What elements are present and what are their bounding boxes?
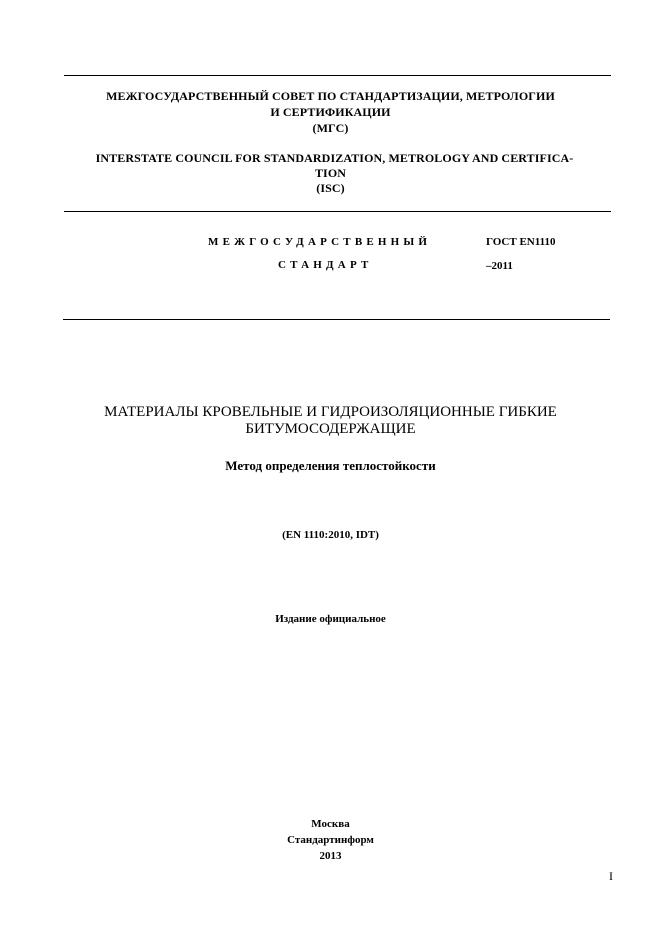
title-line-1: МАТЕРИАЛЫ КРОВЕЛЬНЫЕ И ГИДРОИЗОЛЯЦИОННЫЕ ГИБКИЕ (104, 404, 557, 420)
subtitle: Метод определения теплостойкости (225, 458, 436, 473)
standard-number: ГОСТ EN1110 (486, 236, 556, 248)
page-number: I (609, 869, 613, 883)
header-rule (64, 211, 611, 212)
standard-rule (63, 319, 610, 320)
council-ru-line-2: И СЕРТИФИКАЦИИ (270, 105, 391, 119)
top-rule (64, 75, 611, 76)
identity-note: (EN 1110:2010, IDT) (282, 529, 379, 541)
council-ru-abbr: (МГС) (312, 121, 349, 135)
standard-word-2: СТАНДАРТ (278, 259, 373, 271)
standard-word-1: МЕЖГОСУДАРСТВЕННЫЙ (208, 236, 432, 248)
council-en-abbr: (ISC) (316, 181, 345, 195)
council-ru-line-1: МЕЖГОСУДАРСТВЕННЫЙ СОВЕТ ПО СТАНДАРТИЗАЦИИ, МЕТРОЛОГИИ (106, 89, 555, 103)
imprint-year: 2013 (319, 850, 342, 862)
imprint-publisher: Стандартинформ (287, 834, 374, 846)
imprint-city: Москва (311, 818, 350, 830)
council-en-line-2: TION (314, 166, 347, 180)
council-en-line-1: INTERSTATE COUNCIL FOR STANDARDIZATION, METROLOGY AND CERTIFICA- (95, 151, 574, 165)
title-line-2: БИТУМОСОДЕРЖАЩИЕ (245, 421, 416, 437)
standard-year: –2011 (486, 260, 513, 272)
edition-note: Издание официальное (275, 613, 386, 625)
